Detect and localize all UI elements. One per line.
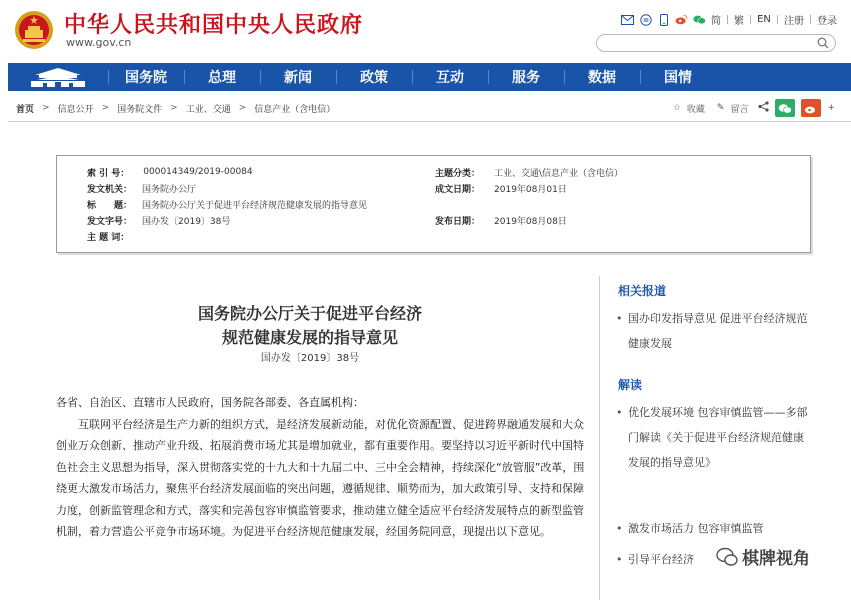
nav-item-interaction[interactable]: 互动 xyxy=(412,63,488,91)
nav-item-national-info[interactable]: 国情 xyxy=(640,63,716,91)
info-index xyxy=(87,164,253,180)
search-icon[interactable] xyxy=(817,37,829,49)
info-issuer xyxy=(87,180,196,196)
site-url: www.gov.cn xyxy=(66,36,132,49)
info-date xyxy=(435,180,567,196)
chevron-right-icon: > xyxy=(101,103,110,113)
breadcrumb-telecom[interactable]: 信息产业（含电信） xyxy=(254,104,336,115)
info-index-value: 000014349/2019-00084 xyxy=(143,167,253,177)
tiananmen-icon xyxy=(27,66,89,88)
info-title-label: 标 题： xyxy=(87,200,133,211)
breadcrumb xyxy=(8,97,851,119)
info-date-value: 2019年08月01日 xyxy=(494,184,567,195)
breadcrumb-home[interactable]: 首页 xyxy=(16,104,35,115)
link-separator: | xyxy=(749,14,753,25)
info-pubdate-value: 2019年08月08日 xyxy=(494,216,567,227)
chevron-right-icon: > xyxy=(42,103,50,113)
info-keywords xyxy=(87,228,129,244)
article-docno: 国办发〔2019〕38号 xyxy=(260,353,360,364)
nav-item-state-council[interactable]: 国务院 xyxy=(108,63,184,91)
register-link[interactable]: 注册 xyxy=(783,16,804,27)
info-docno-label: 发文字号： xyxy=(87,216,133,227)
breadcrumb-info-public[interactable]: 信息公开 xyxy=(57,104,94,115)
chevron-right-icon: > xyxy=(238,103,247,113)
search-box[interactable] xyxy=(596,34,836,52)
info-category xyxy=(435,164,623,180)
weibo-icon[interactable] xyxy=(675,14,688,25)
info-index-label: 索 引 号： xyxy=(87,168,130,179)
mail-icon[interactable] xyxy=(621,14,634,25)
link-separator: | xyxy=(726,14,730,25)
share-icon[interactable] xyxy=(758,101,769,115)
weibo-share-icon[interactable] xyxy=(801,99,821,117)
interpret-heading: 解读 xyxy=(618,378,643,392)
breadcrumb-council-docs[interactable]: 国务院文件 xyxy=(117,104,163,115)
info-date-label: 成文日期： xyxy=(435,184,481,195)
pencil-icon[interactable]: ✎ xyxy=(716,103,725,113)
main-nav xyxy=(8,63,851,91)
login-link[interactable]: 登录 xyxy=(817,16,837,27)
site-title[interactable]: 中华人民共和国中央人民政府 xyxy=(64,13,364,38)
national-emblem-icon[interactable] xyxy=(14,10,54,50)
link-separator: | xyxy=(808,14,812,25)
wechat-official-account-icon xyxy=(716,547,738,567)
top-links xyxy=(621,12,837,27)
lang-english-link[interactable]: EN xyxy=(757,14,771,25)
chevron-right-icon: > xyxy=(170,103,178,113)
article-body xyxy=(56,392,586,543)
related-heading: 相关报道 xyxy=(618,284,667,298)
link-separator: | xyxy=(775,14,779,25)
info-keywords-label: 主 题 词： xyxy=(87,232,130,243)
nav-item-data[interactable]: 数据 xyxy=(564,63,640,91)
nav-home-logo[interactable] xyxy=(8,63,108,91)
nav-item-premier[interactable]: 总理 xyxy=(184,63,260,91)
breadcrumb-industry[interactable]: 工业、交通 xyxy=(185,104,231,115)
favorite-link[interactable]: 收藏 xyxy=(686,104,705,115)
nav-item-news[interactable]: 新闻 xyxy=(260,63,336,91)
comment-icon[interactable] xyxy=(639,14,652,25)
info-pubdate-label: 发布日期： xyxy=(435,216,481,227)
article-salutation: 各省、自治区、直辖市人民政府，国务院各部委、各直属机构： xyxy=(56,396,364,409)
info-docno xyxy=(87,212,230,228)
info-category-value: 工业、交通\信息产业（含电信） xyxy=(494,168,624,179)
watermark-text: 棋牌视角 xyxy=(742,549,810,569)
site-header xyxy=(0,0,851,62)
info-title-value: 国务院办公厅关于促进平台经济规范健康发展的指导意见 xyxy=(142,200,368,211)
document-info-box xyxy=(56,155,811,253)
share-tools xyxy=(673,97,835,119)
search-input[interactable] xyxy=(607,40,807,56)
interpret-item[interactable]: • 优化发展环境 包容审慎监管——多部门解读《关于促进平台经济规范健康发展的指导意见》 xyxy=(616,400,811,475)
more-icon[interactable]: + xyxy=(827,103,835,113)
lang-simplified-link[interactable]: 简 xyxy=(711,16,721,27)
info-category-label: 主题分类： xyxy=(435,168,481,179)
info-issuer-label: 发文机关： xyxy=(87,184,133,195)
mobile-icon[interactable] xyxy=(657,14,670,25)
related-item[interactable]: • 国办印发指导意见 促进平台经济规范健康发展 xyxy=(616,306,811,356)
info-issuer-value: 国务院办公厅 xyxy=(142,184,197,195)
interpret-item[interactable]: • 激发市场活力 包容审慎监管 xyxy=(616,516,811,541)
article-title-line2: 规范健康发展的指导意见 xyxy=(221,328,398,347)
nav-item-policy[interactable]: 政策 xyxy=(336,63,412,91)
article-paragraph: 互联网平台经济是生产力新的组织方式，是经济发展新动能，对优化资源配置、促进跨界融通发展和大众创业万众创新、推动产业升级、拓展消费市场尤其是增加就业，都有重要作用。要坚持以习近平新时代中国特色社会主义思想为指导，深入贯彻落实党的十九大和十九届二中、三中全会精神，持续深化“放管服”改革，围绕更大激发市场活力，聚焦平台经济发展面临的突出问题，遵循规律、顺势而为，加大政策引导、支持和保障力度，创新监管理念和方式，落实和完善包容审慎监管要求，推动建立健全适应平台经济发展特点的新型监管机制，着力营造公平竞争市场环境。为促进平台经济规范健康发展，经国务院同意，现提出以下意见。 xyxy=(56,417,585,538)
star-icon[interactable]: ☆ xyxy=(672,103,681,113)
article-title-line1: 国务院办公厅关于促进平台经济 xyxy=(197,304,422,323)
info-docno-value: 国办发〔2019〕38号 xyxy=(142,216,231,227)
info-pubdate xyxy=(435,212,567,228)
article-title xyxy=(160,302,460,350)
nav-item-service[interactable]: 服务 xyxy=(488,63,564,91)
wechat-icon[interactable] xyxy=(693,14,706,25)
wechat-share-icon[interactable] xyxy=(775,99,795,117)
info-title xyxy=(87,196,367,212)
message-link[interactable]: 留言 xyxy=(730,104,749,115)
interpret-item[interactable]: • 引导平台经济 xyxy=(616,547,811,572)
watermark xyxy=(716,544,810,569)
lang-traditional-link[interactable]: 繁 xyxy=(734,16,745,27)
header-divider xyxy=(8,121,851,122)
